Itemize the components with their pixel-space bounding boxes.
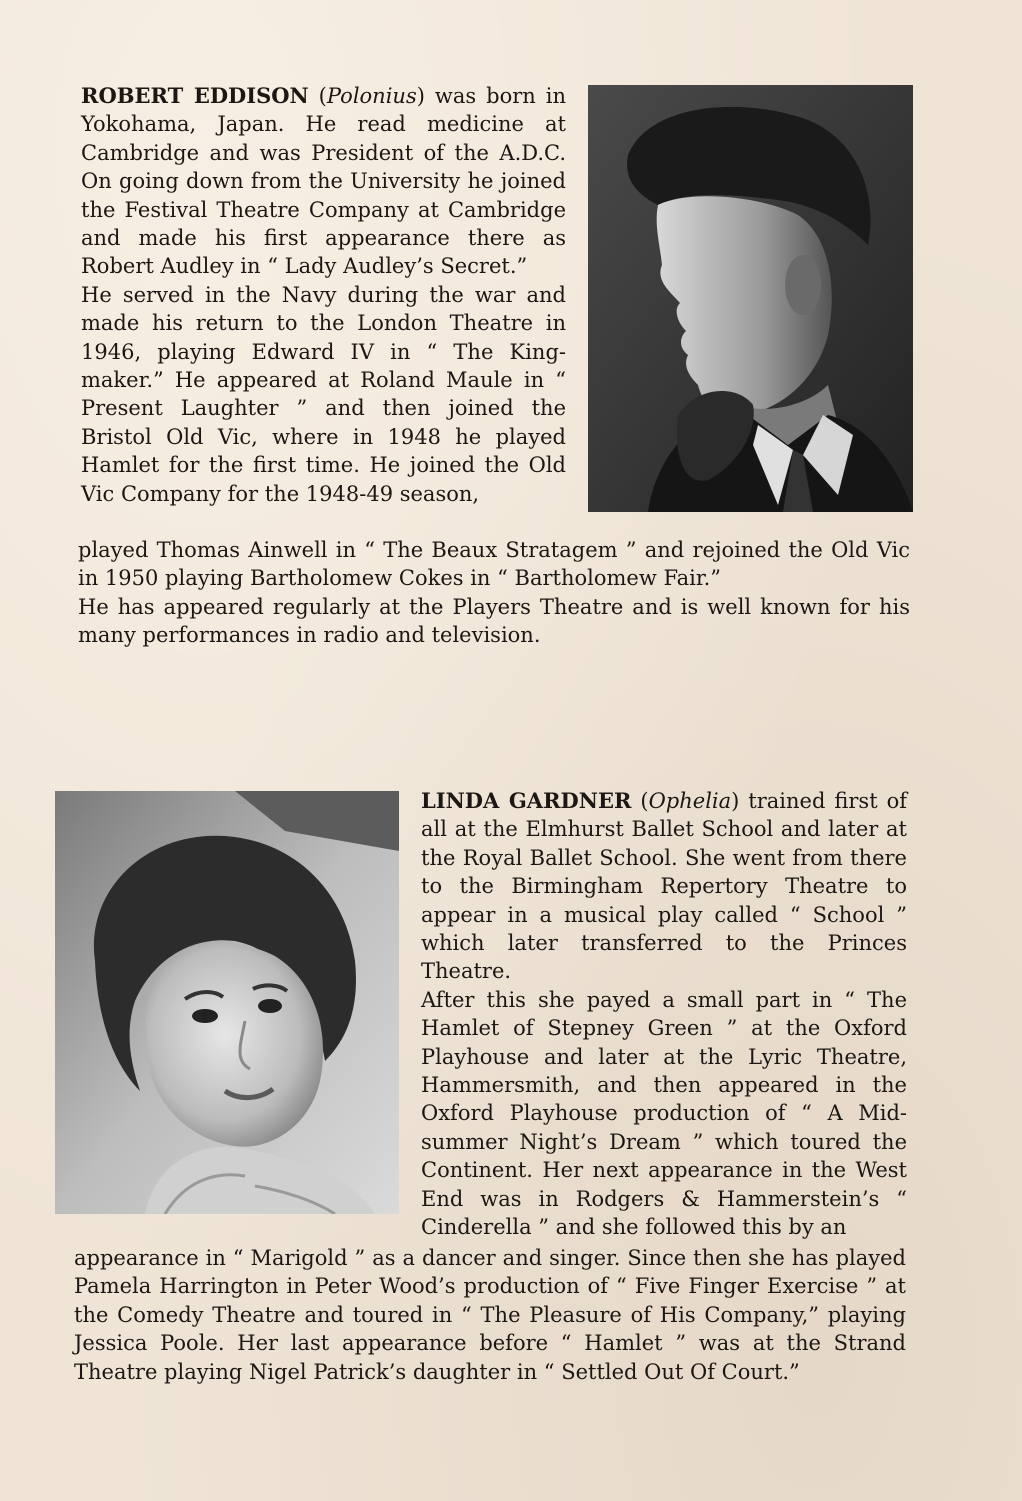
bio2-p1-text: trained first of all at the Elmhurst Ballet School and later at the Royal Ballet School. She went from there to the Birmingham Repertory Theatre to appear in a musical play called “ School ” which later transferred to the Princes Theatre. bbox=[421, 789, 907, 984]
robert-eddison-photo bbox=[588, 85, 913, 512]
linda-gardner-bio bbox=[421, 787, 907, 1242]
linda-gardner-bio-continued bbox=[74, 1244, 906, 1386]
bio2-paragraph-2a: After this she payed a small part in “ The Hamlet of Stepney Green ” at the Oxford Playhouse and later at the Lyric Theatre, Hammersmith, and then appeared in the Oxford Playhouse production of “ A Mid-summer Night’s Dream ” which toured the Continent. Her next appearance in the West End was in Rodgers & Hammerstein’s “ Cinderella ” and she followed this by an bbox=[421, 987, 907, 1240]
bio2-name: LINDA GARDNER bbox=[421, 788, 632, 813]
robert-eddison-bio bbox=[81, 82, 566, 508]
bio1-role: Polonius bbox=[326, 84, 417, 108]
bio1-paragraph-1: ROBERT EDDISON (Polonius) was born in Yokohama, Japan. He read medicine at Cambridge and was President of the A.D.C. On going down from the University he joined the Festival Theatre Company at Cambridge and made his first appearance there as Robert Audley in “ Lady Audley’s Secret.” bbox=[81, 83, 566, 279]
bio1-paragraph-2a: He served in the Navy during the war and made his return to the London Theatre in 1946, playing Edward IV in “ The King-maker.” He appeared at Roland Maule in “ Present Laughter ” and then joined the Bristol Old Vic, where in 1948 he played Hamlet for the first time. He joined the Old Vic Company for the 1948-49 season, bbox=[81, 282, 566, 506]
robert-eddison-bio-continued bbox=[78, 536, 910, 650]
bio2-paragraph-1: LINDA GARDNER (Ophelia) trained first of all at the Elmhurst Ballet School and later at the Royal Ballet School. She went from there to the Birmingham Repertory Theatre to appear in a musical play called “ School ” which later transferred to the Princes Theatre. bbox=[421, 788, 907, 984]
bio2-role: Ophelia bbox=[648, 789, 732, 813]
bio1-name: ROBERT EDDISON bbox=[81, 83, 309, 108]
linda-gardner-photo bbox=[55, 791, 399, 1214]
bio2-paragraph-2b: appearance in “ Marigold ” as a dancer and singer. Since then she has played Pamela Harrington in Peter Wood’s production of “ Five Finger Exercise ” at the Comedy Theatre and toured in “ The Pleasure of His Company,” playing Jessica Poole. Her last appearance before “ Hamlet ” was at the Strand Theatre playing Nigel Patrick’s daughter in “ Settled Out Of Court.” bbox=[74, 1246, 906, 1384]
bio1-paragraph-3: He has appeared regularly at the Players Theatre and is well known for his many performances in radio and television. bbox=[78, 594, 910, 648]
portrait-woman-image bbox=[55, 791, 399, 1214]
portrait-man-image bbox=[588, 85, 913, 512]
bio1-p1-text: was born in Yokohama, Japan. He read medicine at Cambridge and was President of the A.D.C. On going down from the University he joined the Festival Theatre Company at Cambridge and made his first appearance there as Robert Audley in “ Lady Audley’s Secret.” bbox=[81, 84, 566, 279]
bio1-paragraph-2b: played Thomas Ainwell in “ The Beaux Stratagem ” and rejoined the Old Vic in 1950 playing Bartholomew Cokes in “ Bartholomew Fair.” bbox=[78, 538, 910, 591]
